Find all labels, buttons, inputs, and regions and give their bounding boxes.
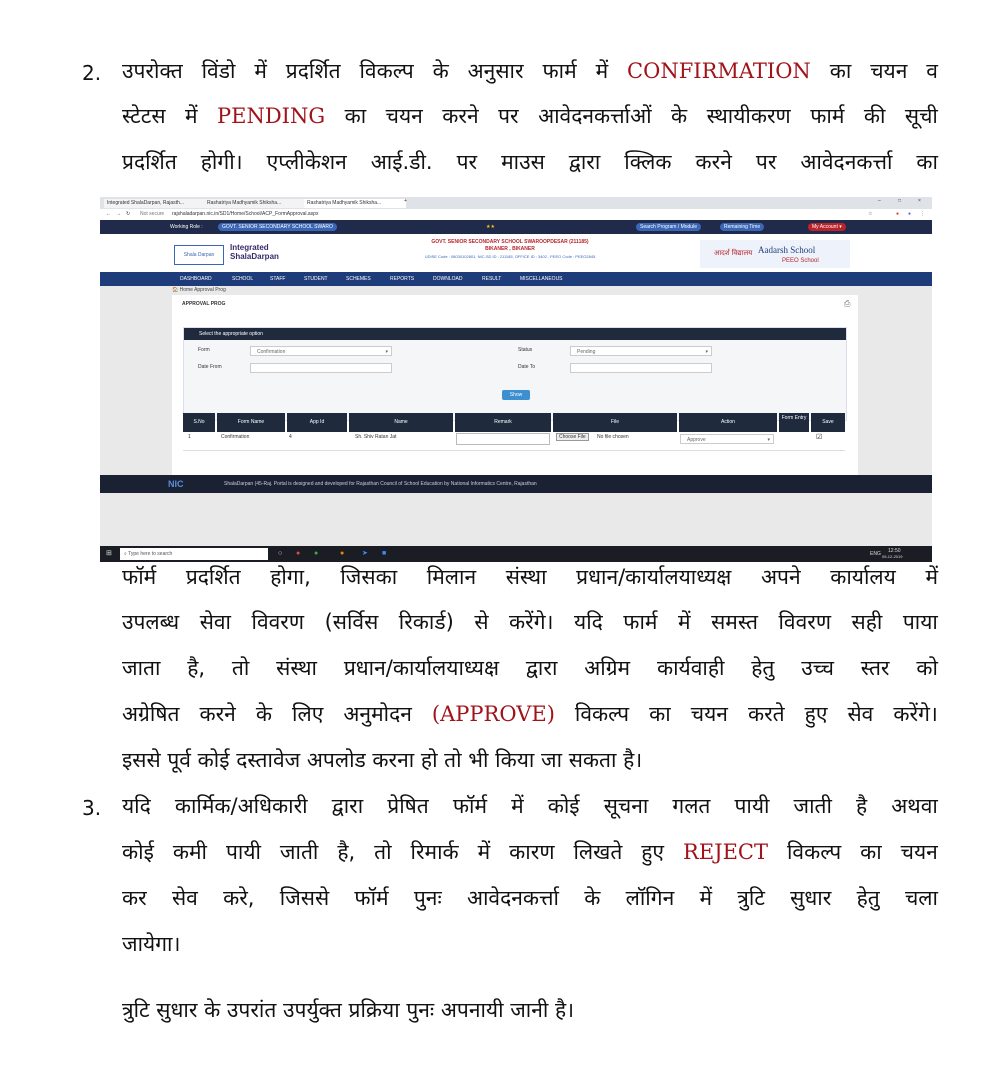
word: लिए [292, 702, 324, 726]
word: पर [755, 150, 777, 174]
word: सुधार [790, 886, 832, 910]
logo-title-1: Integrated [230, 243, 269, 252]
word: में [511, 794, 524, 818]
form-select-value: Confirmation [257, 349, 286, 355]
word: तो [231, 656, 250, 680]
word: स्टेटस [122, 104, 166, 128]
aadarsh-hindi-logo: आदर्श विद्यालय [714, 250, 753, 257]
item-2-line-4 [122, 564, 938, 590]
working-role-label: Working Role : [170, 224, 203, 230]
col-header-remark: Remark [455, 413, 551, 432]
item-2-line-3 [122, 149, 938, 175]
word: सही [851, 610, 883, 634]
word: द्वारा [568, 150, 601, 174]
word: जाती [279, 840, 319, 864]
col-header-save: Save [811, 413, 845, 432]
word: फॉर्म [122, 565, 157, 589]
word: कार्मिक/अधिकारी [174, 794, 308, 818]
taskbar-search-placeholder: Type here to search [128, 551, 173, 557]
word: प्रधान/कार्यालयाध्यक्ष [576, 565, 732, 589]
word: कोई [122, 840, 154, 864]
no-file-label: No file chosen [597, 434, 629, 440]
form-select[interactable] [250, 346, 392, 356]
word: प्रदर्शित [185, 565, 241, 589]
word: कर [122, 886, 147, 910]
col-header-sno: S.No [183, 413, 215, 432]
word: जाता [122, 656, 161, 680]
form-label: Form [198, 347, 210, 353]
word: पर [498, 104, 519, 128]
word: प्रदर्शित [122, 150, 177, 174]
word: जाती [793, 794, 832, 818]
breadcrumb[interactable]: 🏠 Home Approval Prog [172, 287, 226, 293]
word: एप्लीकेशन [266, 150, 347, 174]
word: होगा, [270, 565, 311, 589]
menu-icon[interactable]: ⋮ [920, 211, 925, 217]
word: के [671, 104, 688, 128]
item-2-line-8: इससे पूर्व कोई दस्तावेज अपलोड करना हो तो भी किया जा सकता है। [122, 748, 643, 772]
word: करेंगे। [893, 702, 938, 726]
action-select-value: Approve [687, 437, 706, 443]
word: आई.डी. [370, 150, 433, 174]
word: करेंगे। [509, 610, 554, 634]
forward-icon[interactable]: → [116, 211, 121, 217]
cell-name: Sh. Shiv Ratan Jat [355, 434, 397, 440]
word: स्थायीकरण [706, 104, 791, 128]
word: का [860, 840, 882, 864]
save-icon[interactable]: ☑ [816, 434, 823, 441]
reload-icon[interactable]: ↻ [126, 211, 131, 217]
nav-dashboard[interactable]: DASHBOARD [180, 276, 212, 282]
chrome-icon[interactable]: ● [314, 550, 319, 557]
word: अग्रेषित [122, 702, 180, 726]
word: फॉर्म [354, 886, 389, 910]
word: में [925, 565, 938, 589]
status-select[interactable] [570, 346, 712, 356]
portal-footer [100, 475, 932, 493]
word: हुए [641, 840, 665, 864]
item-2-line-1 [122, 58, 938, 84]
extension-icon[interactable]: ● [896, 211, 900, 217]
logo-title-2: ShalaDarpan [230, 252, 279, 261]
word: यदि [122, 794, 151, 818]
app-icon[interactable]: ● [296, 550, 301, 557]
nav-school[interactable]: SCHOOL [232, 276, 254, 282]
word: कोई [547, 794, 580, 818]
word: विकल्प [574, 702, 630, 726]
back-icon[interactable]: ← [106, 211, 111, 217]
word: हेतु [856, 886, 880, 910]
star-icon[interactable]: ☆ [868, 211, 873, 217]
form-header-text: Select the appropriate option [199, 331, 263, 337]
word: (सर्विस [324, 610, 379, 634]
word: के [255, 702, 273, 726]
word: पायी [734, 794, 770, 818]
word: के [584, 886, 601, 910]
word: में [254, 59, 267, 83]
school-codes: UDISE Code : 08030102801, NIC-SD ID : 211185, OFFICE ID : 3402 , PEEO Code : PEEO2845 [424, 254, 596, 259]
not-secure-label: Not secure [140, 211, 165, 217]
item-2-line-7 [122, 701, 938, 727]
item-2-line-5 [122, 609, 938, 635]
word: में [678, 610, 691, 634]
word: अग्रिम [584, 656, 631, 680]
my-account-button[interactable]: My Account ▾ [808, 223, 846, 231]
form-header [184, 328, 846, 340]
word: के [432, 59, 449, 83]
word: व [926, 59, 938, 83]
close-icon[interactable]: × [918, 198, 921, 204]
word: संस्था [276, 656, 317, 680]
item-3-line-2 [122, 839, 938, 865]
word: रिकार्ड) [398, 610, 454, 634]
word: का [916, 150, 938, 174]
app-icon[interactable]: ■ [382, 550, 387, 557]
word: हुए [804, 702, 828, 726]
filter-form [183, 327, 847, 421]
search-icon: ⌕ [124, 551, 127, 557]
word: तो [374, 840, 392, 864]
word: में [185, 104, 198, 128]
word: सेव [847, 702, 874, 726]
word: रिमार्क [410, 840, 459, 864]
word: क्लिक [624, 150, 672, 174]
item-2-line-2 [122, 103, 938, 129]
item-2-line-6 [122, 655, 938, 681]
status-select-value: Pending [577, 349, 596, 355]
word: कार्यवाही [656, 656, 725, 680]
url-text[interactable]: rajshaladarpan.nic.in/SD1/Home/School/ACP_FormApproval.aspx [172, 211, 319, 217]
word: है [856, 794, 868, 818]
chevron-down-icon: ▾ [767, 437, 770, 443]
word: आवेदनकर्त्ता [800, 150, 893, 174]
word: सेवा [199, 610, 231, 634]
word: मिलान [426, 565, 477, 589]
word: है, [187, 656, 206, 680]
word: लिखते [573, 840, 623, 864]
word: है, [337, 840, 356, 864]
footer-text: ShalaDarpan (45-Raj. Portal is designed and developed for Rajasthan Council of School Education by National Informatics Centre, Rajasthan [224, 481, 537, 487]
aadarsh-school-title: Aadarsh School [758, 245, 816, 255]
word: कार्यालय [830, 565, 896, 589]
word: फॉर्म [452, 794, 488, 818]
word: यदि [574, 610, 603, 634]
word: करने [199, 702, 236, 726]
item-3-number: 3. [82, 796, 102, 820]
word: अथवा [891, 794, 938, 818]
word: सूची [904, 104, 938, 128]
nav-schemes[interactable]: SCHEMES [346, 276, 371, 282]
word: चयन [690, 702, 728, 726]
word: अपने [760, 565, 801, 589]
word: द्वारा [525, 656, 558, 680]
word: करने [695, 150, 732, 174]
word: करते [747, 702, 785, 726]
word: करे, [223, 886, 255, 910]
portal-header [100, 234, 932, 272]
windows-taskbar [100, 546, 932, 562]
remaining-time-badge: Remaining Time [720, 223, 764, 231]
word: जिसका [340, 565, 398, 589]
word: अनुमोदन [343, 702, 412, 726]
word: से [474, 610, 489, 634]
word: में [595, 59, 609, 83]
word: चयन [870, 59, 908, 83]
nav-miscellaneous[interactable]: MISCELLANEOUS [520, 276, 563, 282]
word: चला [904, 886, 938, 910]
nav-reports[interactable]: REPORTS [390, 276, 415, 282]
cell-form-name: Confirmation [221, 434, 250, 440]
col-header-file: File [553, 413, 677, 432]
word: का [829, 59, 852, 83]
word: प्रधान/कार्यालयाध्यक्ष [343, 656, 500, 680]
highlighted-keyword: CONFIRMATION [627, 59, 811, 83]
clock-time: 12:50 [888, 548, 901, 554]
word: का [344, 104, 367, 128]
word: हेतु [751, 656, 775, 680]
word: कमी [172, 840, 207, 864]
taskbar-search[interactable] [120, 548, 268, 560]
word: होगी। [200, 150, 243, 174]
windows-start-icon[interactable]: ⊞ [106, 550, 112, 557]
word: माउस [501, 150, 545, 174]
browser-tab[interactable]: Rashatriya Madhyamik Shiksha... [304, 199, 406, 208]
word: पुनः [413, 886, 442, 910]
minimize-icon[interactable]: – [878, 198, 881, 204]
nav-staff[interactable]: STAFF [270, 276, 286, 282]
item-3-line-4: जायेगा। [122, 932, 181, 956]
word: गलत [672, 794, 711, 818]
word: उपरोक्त [122, 59, 183, 83]
word: फार्म [623, 610, 658, 634]
word: त्रुटि [737, 886, 765, 910]
working-role-select[interactable]: GOVT. SENIOR SECONDARY SCHOOL SWARO [218, 223, 337, 231]
portal-top-bar [100, 220, 932, 234]
word: पर [456, 150, 478, 174]
cell-sno: 1 [188, 434, 191, 440]
col-header-form-name: Form Name [217, 413, 285, 432]
date-to-label: Date To [518, 364, 536, 370]
word: स्तर [860, 656, 890, 680]
shala-darpan-logo: Shala Darpan [174, 245, 224, 265]
date-from-input[interactable] [250, 363, 392, 373]
word: का [649, 702, 671, 726]
nav-download[interactable]: DOWNLOAD [433, 276, 463, 282]
school-place: BIKANER , BIKANER [485, 246, 535, 252]
aadarsh-banner [700, 240, 850, 268]
word: आवेदनकर्त्ताओं [538, 104, 652, 128]
highlighted-keyword: (APPROVE) [431, 702, 555, 726]
firefox-icon[interactable]: ● [340, 550, 345, 557]
word: पायी [225, 840, 261, 864]
clock-date: 05-12-2019 [882, 554, 903, 559]
word: सूचना [603, 794, 649, 818]
task-view-icon[interactable]: ○ [278, 550, 283, 557]
profile-icon[interactable]: ● [908, 211, 912, 217]
search-program-button[interactable]: Search Program / Module [636, 223, 701, 231]
word: विवरण [251, 610, 305, 634]
word: में [699, 886, 713, 910]
nic-logo: NIC [168, 479, 184, 489]
browser-tab-bar [100, 197, 932, 209]
word: चयन [900, 840, 938, 864]
word: जिससे [279, 886, 330, 910]
remark-input[interactable] [456, 433, 550, 445]
word: अनुसार [467, 59, 524, 83]
word: विवरण [778, 610, 832, 634]
word: विकल्प [786, 840, 842, 864]
closing-line: त्रुटि सुधार के उपरांत उपर्युक्त प्रक्रिया पुनः अपनायी जानी है। [122, 998, 575, 1022]
cell-app-id[interactable]: 4 [289, 434, 292, 440]
word: फार्म [810, 104, 845, 128]
word: विकल्प [359, 59, 414, 83]
browser-tab[interactable]: Rashatriya Madhyamik Shiksha... [204, 199, 306, 208]
item-2-number: 2. [82, 61, 102, 85]
chevron-down-icon: ▾ [385, 349, 388, 355]
word: करने [442, 104, 479, 128]
highlighted-keyword: PENDING [217, 104, 326, 128]
panel-title: APPROVAL PROG [182, 301, 226, 307]
peeo-school-label: PEEO School [782, 258, 819, 264]
maximize-icon[interactable]: □ [898, 198, 902, 204]
word: संस्था [505, 565, 547, 589]
word: सेव [171, 886, 198, 910]
col-header-action: Action [679, 413, 777, 432]
word: पाया [902, 610, 938, 634]
date-to-input[interactable] [570, 363, 712, 373]
language-indicator[interactable]: ENG [870, 551, 881, 557]
address-bar[interactable] [100, 209, 932, 220]
word: विंडो [201, 59, 236, 83]
word: प्रेषित [387, 794, 429, 818]
word: आवेदनकर्त्ता [466, 886, 559, 910]
word: को [916, 656, 938, 680]
main-nav [100, 272, 932, 286]
show-button[interactable]: Show [502, 390, 530, 400]
new-tab-icon[interactable]: + [404, 198, 407, 204]
print-icon[interactable]: ⎙ [844, 299, 851, 308]
item-3-line-1 [122, 793, 938, 819]
word: चयन [385, 104, 423, 128]
word: उच्च [801, 656, 834, 680]
word: द्वारा [331, 794, 364, 818]
col-header-form-entry: Form Entry [779, 413, 809, 432]
item-3-line-3 [122, 885, 938, 911]
action-select[interactable] [680, 434, 774, 444]
word: कारण [509, 840, 555, 864]
choose-file-button[interactable]: Choose File [556, 433, 589, 441]
word: समस्त [711, 610, 758, 634]
chevron-down-icon: ▾ [705, 349, 708, 355]
status-label: Status [518, 347, 533, 353]
word: में [477, 840, 491, 864]
word: प्रदर्शित [285, 59, 341, 83]
col-header-app-id: App Id [287, 413, 347, 432]
word: फार्म [542, 59, 577, 83]
rating-stars: ★★ [486, 224, 495, 230]
col-header-name: Name [349, 413, 453, 432]
browser-tab[interactable]: Integrated ShalaDarpan, Rajasth... [104, 199, 206, 208]
highlighted-keyword: REJECT [683, 840, 768, 864]
date-from-label: Date From [198, 364, 222, 370]
word: की [863, 104, 886, 128]
school-name: GOVT. SENIOR SECONDARY SCHOOL SWAROOPDESAR (211185) [431, 239, 589, 245]
word: लॉगिन [625, 886, 675, 910]
nav-student[interactable]: STUDENT [304, 276, 328, 282]
nav-result[interactable]: RESULT [482, 276, 502, 282]
app-icon[interactable]: ➤ [362, 550, 368, 557]
word: उपलब्ध [122, 610, 180, 634]
embedded-screenshot [100, 197, 932, 562]
